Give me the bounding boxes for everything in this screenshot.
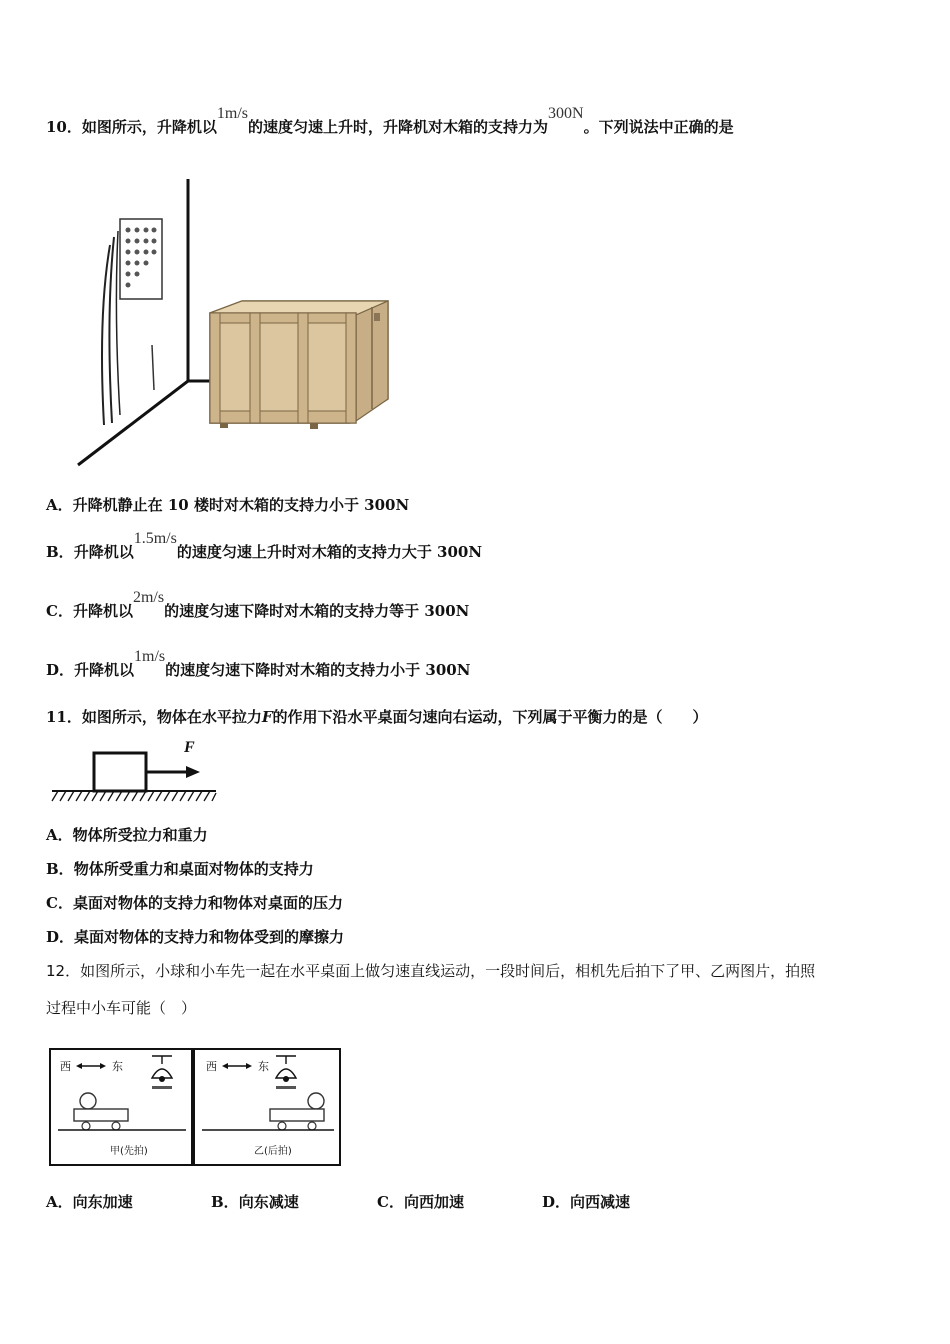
q12-stem-line1: 12．如图所示，小球和小车先一起在水平桌面上做匀速直线运动，一段时间后，相机先后拍下了甲、乙两图片，拍照 (46, 962, 816, 980)
q12-option-b: B．向东减速 (211, 1193, 299, 1211)
caption-left: 甲(先拍) (110, 1146, 148, 1157)
q10-stem (46, 105, 734, 137)
caption-right: 乙(后拍) (254, 1146, 292, 1157)
q10-stem-b: 的速度匀速上升时，升降机对木箱的支持力为 (248, 118, 549, 136)
q12-option-a: A．向东加速 (46, 1193, 133, 1211)
q10-option-d: D．升降机以1m/s的速度匀速下降时对木箱的支持力小于 300N (46, 648, 471, 679)
q10-force: 300N (548, 105, 584, 122)
q10-option-a: A．升降机静止在 10 楼时对木箱的支持力小于 300N (46, 496, 410, 514)
west-label-right: 西 (206, 1060, 217, 1073)
q11-stem: 11．如图所示，物体在水平拉力F的作用下沿水平桌面匀速向右运动，下列属于平衡力的是（ ） (46, 708, 708, 726)
q11-symbol: F (261, 708, 273, 726)
q11-option-c: C．桌面对物体的支持力和物体对桌面的压力 (46, 894, 343, 912)
west-label-left: 西 (60, 1060, 71, 1073)
q10-number: 10． (46, 118, 82, 136)
ball-cart-figure (46, 1046, 346, 1170)
q10-stem-a: 如图所示，升降机以 (81, 118, 217, 136)
q10-speed: 1m/s (216, 105, 249, 122)
q11-option-b: B．物体所受重力和桌面对物体的支持力 (46, 860, 314, 878)
force-label: F (184, 739, 195, 756)
q12-stem-line2: 过程中小车可能（ ） (46, 999, 197, 1017)
east-label-right: 东 (258, 1060, 269, 1073)
q10-stem-c: 。下列说法中正确的是 (583, 118, 734, 136)
q11-option-d: D．桌面对物体的支持力和物体受到的摩擦力 (46, 928, 345, 946)
q12-option-d: D．向西减速 (542, 1193, 631, 1211)
east-label-left: 东 (112, 1060, 123, 1073)
q10-option-c: C．升降机以2m/s的速度匀速下降时对木箱的支持力等于 300N (46, 589, 470, 620)
q12-option-c: C．向西加速 (377, 1193, 464, 1211)
elevator-crate-figure (70, 175, 400, 475)
q11-option-a: A．物体所受拉力和重力 (46, 826, 208, 844)
q10-option-b: B．升降机以1.5m/s的速度匀速上升时对木箱的支持力大于 300N (46, 530, 483, 561)
block-pull-figure (50, 736, 220, 808)
